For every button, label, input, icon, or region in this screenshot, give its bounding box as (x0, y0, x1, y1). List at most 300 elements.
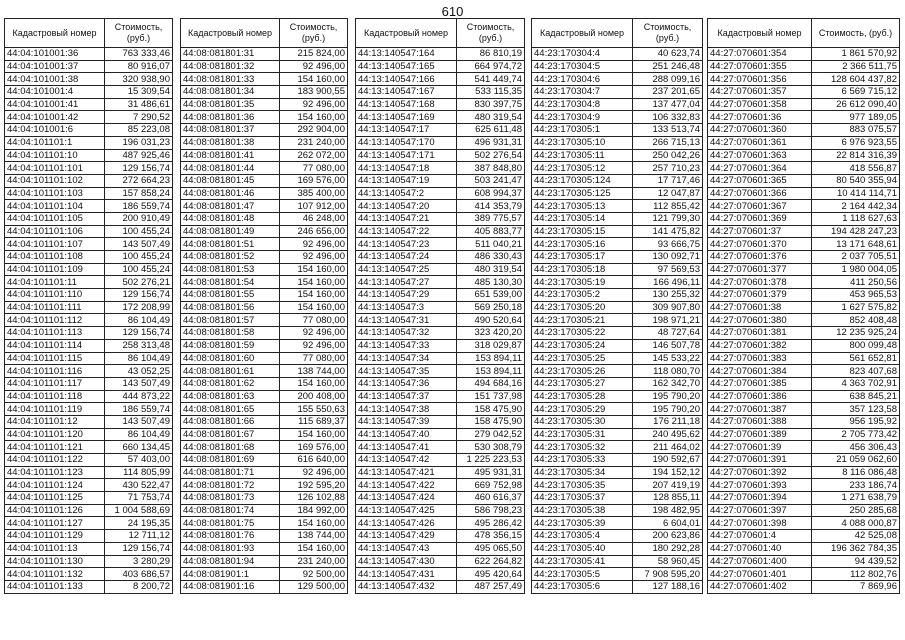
table-row (5, 162, 173, 175)
cadastral-number-cell: 44:13:140547:32 (356, 327, 457, 340)
table-row (532, 289, 703, 302)
cadastral-number-cell: 44:27:070601:376 (708, 251, 812, 264)
cadastral-number-cell: 44:04:101101:119 (5, 403, 105, 416)
cadastral-number-cell: 44:27:070601:358 (708, 98, 812, 111)
cadastral-number-cell: 44:13:140547:23 (356, 238, 457, 251)
table-row (5, 263, 173, 276)
table-row (708, 60, 900, 73)
cadastral-number-cell: 44:04:101101:12 (5, 415, 105, 428)
table-row (708, 403, 900, 416)
cadastral-number-cell: 44:04:101101:110 (5, 289, 105, 302)
table-row (181, 403, 348, 416)
cadastral-number-cell: 44:04:101001:37 (5, 60, 105, 73)
cost-cell: 198 482,95 (633, 504, 703, 517)
cadastral-number-cell: 44:08:081801:60 (181, 352, 280, 365)
table-row (708, 276, 900, 289)
header-row (181, 19, 348, 48)
cost-cell: 485 130,30 (457, 276, 525, 289)
cost-cell: 143 507,49 (105, 415, 173, 428)
cadastral-number-cell: 44:23:170305:37 (532, 492, 633, 505)
table-row (356, 339, 525, 352)
table-row (5, 124, 173, 137)
cadastral-number-cell: 44:23:170304:8 (532, 98, 633, 111)
table-row (708, 238, 900, 251)
cost-cell: 93 666,75 (633, 238, 703, 251)
cost-cell: 1 271 638,79 (812, 492, 900, 505)
cost-cell: 430 522,47 (105, 479, 173, 492)
table-row (5, 428, 173, 441)
cadastral-number-cell: 44:27:070601:386 (708, 390, 812, 403)
table-row (356, 162, 525, 175)
table-row (5, 441, 173, 454)
table-row (181, 251, 348, 264)
cost-cell: 48 727,64 (633, 327, 703, 340)
cadastral-number-cell: 44:04:101101:101 (5, 162, 105, 175)
cost-cell: 502 276,21 (105, 276, 173, 289)
cost-cell: 651 539,00 (457, 289, 525, 302)
cost-cell: 86 104,49 (105, 352, 173, 365)
table-row (532, 238, 703, 251)
table-row (356, 377, 525, 390)
cost-cell: 129 500,00 (280, 580, 348, 593)
cadastral-number-cell: 44:27:070601:387 (708, 403, 812, 416)
cost-cell: 569 250,18 (457, 301, 525, 314)
cadastral-number-cell: 44:08:081801:72 (181, 479, 280, 492)
table-row (5, 98, 173, 111)
cadastral-number-cell: 44:08:081801:41 (181, 149, 280, 162)
cost-cell: 118 080,70 (633, 365, 703, 378)
cadastral-number-cell: 44:08:081801:32 (181, 60, 280, 73)
table-row (356, 136, 525, 149)
cadastral-number-cell: 44:04:101101:130 (5, 555, 105, 568)
cost-cell: 486 330,43 (457, 251, 525, 264)
cadastral-number-cell: 44:13:140547:429 (356, 530, 457, 543)
cost-cell: 80 540 355,94 (812, 174, 900, 187)
cadastral-number-cell: 44:23:170305:16 (532, 238, 633, 251)
cost-cell: 6 604,01 (633, 517, 703, 530)
table-row (532, 454, 703, 467)
column-header-cadastral-number: Кадастровый номер (181, 19, 280, 48)
cadastral-number-cell: 44:23:170305:6 (532, 580, 633, 593)
cost-cell: 1 861 570,92 (812, 48, 900, 61)
table-row (181, 263, 348, 276)
table-row (532, 162, 703, 175)
table-row (5, 111, 173, 124)
cost-cell: 389 775,57 (457, 212, 525, 225)
cost-cell: 169 576,00 (280, 174, 348, 187)
cost-cell: 250 285,68 (812, 504, 900, 517)
cadastral-number-cell: 44:23:170305:14 (532, 212, 633, 225)
cost-cell: 138 744,00 (280, 530, 348, 543)
cost-cell: 215 824,00 (280, 48, 348, 61)
cadastral-number-cell: 44:13:140547:422 (356, 479, 457, 492)
cost-cell: 100 455,24 (105, 251, 173, 264)
table-row (5, 301, 173, 314)
cost-cell: 1 225 223,53 (457, 454, 525, 467)
cadastral-number-cell: 44:04:101101:11 (5, 276, 105, 289)
table-row (532, 200, 703, 213)
table-row (181, 200, 348, 213)
cost-cell: 272 664,23 (105, 174, 173, 187)
table-row (356, 187, 525, 200)
cost-cell: 638 845,21 (812, 390, 900, 403)
cost-cell: 71 753,74 (105, 492, 173, 505)
cost-cell: 288 099,16 (633, 73, 703, 86)
table-row (181, 48, 348, 61)
cadastral-number-cell: 44:23:170305:20 (532, 301, 633, 314)
cost-cell: 4 363 702,91 (812, 377, 900, 390)
cadastral-number-cell: 44:08:081801:94 (181, 555, 280, 568)
table-row (532, 339, 703, 352)
cost-cell: 456 306,43 (812, 441, 900, 454)
table-row (181, 314, 348, 327)
column-header-cost: Стоимость, (руб.) (633, 19, 703, 48)
cost-cell: 129 156,74 (105, 327, 173, 340)
table-row (5, 365, 173, 378)
cost-cell: 153 894,11 (457, 352, 525, 365)
cost-cell: 1 004 588,69 (105, 504, 173, 517)
cost-cell: 115 689,37 (280, 415, 348, 428)
cost-cell: 4 088 000,87 (812, 517, 900, 530)
cadastral-number-cell: 44:27:070601:369 (708, 212, 812, 225)
cost-cell: 24 195,35 (105, 517, 173, 530)
cadastral-number-cell: 44:08:081801:57 (181, 314, 280, 327)
cadastral-number-cell: 44:13:140547:40 (356, 428, 457, 441)
table-row (356, 428, 525, 441)
cadastral-number-cell: 44:23:170305:31 (532, 428, 633, 441)
cadastral-number-cell: 44:27:070601:394 (708, 492, 812, 505)
cadastral-number-cell: 44:08:081801:36 (181, 111, 280, 124)
header-row (532, 19, 703, 48)
cadastral-number-cell: 44:27:070601:383 (708, 352, 812, 365)
table-row (356, 314, 525, 327)
cost-cell: 258 313,48 (105, 339, 173, 352)
table-row (532, 73, 703, 86)
cost-cell: 418 556,87 (812, 162, 900, 175)
cost-cell: 94 439,52 (812, 555, 900, 568)
table-row (532, 251, 703, 264)
table-row (181, 60, 348, 73)
cadastral-table (180, 18, 348, 594)
table-row (5, 454, 173, 467)
cadastral-table-2 (180, 18, 348, 594)
cost-cell: 154 160,00 (280, 111, 348, 124)
table-row (708, 314, 900, 327)
table-row (356, 580, 525, 593)
cost-cell: 480 319,54 (457, 111, 525, 124)
table-row (5, 352, 173, 365)
cadastral-number-cell: 44:27:070601:38 (708, 301, 812, 314)
table-row (5, 403, 173, 416)
cadastral-number-cell: 44:23:170305:25 (532, 352, 633, 365)
cost-cell: 8 116 086,48 (812, 466, 900, 479)
cadastral-number-cell: 44:08:081801:44 (181, 162, 280, 175)
cost-cell: 490 520,64 (457, 314, 525, 327)
cadastral-table-3 (355, 18, 525, 594)
table-row (356, 86, 525, 99)
cost-cell: 478 356,15 (457, 530, 525, 543)
cadastral-number-cell: 44:08:081801:75 (181, 517, 280, 530)
table-row (532, 428, 703, 441)
cost-cell: 231 240,00 (280, 136, 348, 149)
cadastral-number-cell: 44:23:170305:10 (532, 136, 633, 149)
table-row (708, 111, 900, 124)
cadastral-number-cell: 44:04:101101:120 (5, 428, 105, 441)
cost-cell: 12 047,87 (633, 187, 703, 200)
table-row (181, 492, 348, 505)
cost-cell: 86 104,49 (105, 428, 173, 441)
table-row (532, 124, 703, 137)
page-number: 610 (441, 4, 464, 19)
table-row (356, 263, 525, 276)
table-row (708, 212, 900, 225)
table-row (708, 73, 900, 86)
cost-cell: 830 397,75 (457, 98, 525, 111)
table-row (708, 365, 900, 378)
table-row (708, 251, 900, 264)
table-row (356, 251, 525, 264)
cost-cell: 92 496,00 (280, 98, 348, 111)
cost-cell: 6 569 715,12 (812, 86, 900, 99)
cost-cell: 279 042,52 (457, 428, 525, 441)
cadastral-number-cell: 44:27:070601:4 (708, 530, 812, 543)
cost-cell: 196 031,23 (105, 136, 173, 149)
table-row (5, 48, 173, 61)
cost-cell: 10 414 114,71 (812, 187, 900, 200)
table-row (708, 48, 900, 61)
table-row (532, 136, 703, 149)
table-row (356, 276, 525, 289)
table-row (356, 289, 525, 302)
cost-cell: 192 595,20 (280, 479, 348, 492)
table-row (5, 60, 173, 73)
table-row (5, 504, 173, 517)
cost-cell: 176 211,18 (633, 415, 703, 428)
header-row (708, 19, 900, 48)
cost-cell: 231 240,00 (280, 555, 348, 568)
table-row (532, 212, 703, 225)
table-row (708, 441, 900, 454)
cadastral-number-cell: 44:23:170305:124 (532, 174, 633, 187)
table-row (356, 352, 525, 365)
cost-cell: 480 319,54 (457, 263, 525, 276)
table-row (708, 454, 900, 467)
cost-cell: 8 200,72 (105, 580, 173, 593)
cost-cell: 154 160,00 (280, 428, 348, 441)
cost-cell: 883 075,57 (812, 124, 900, 137)
cadastral-number-cell: 44:04:101101:132 (5, 568, 105, 581)
cadastral-number-cell: 44:04:101101:102 (5, 174, 105, 187)
cadastral-number-cell: 44:04:101101:103 (5, 187, 105, 200)
cost-cell: 190 592,67 (633, 454, 703, 467)
cost-cell: 198 971,21 (633, 314, 703, 327)
table-row (181, 504, 348, 517)
cadastral-number-cell: 44:23:170305:30 (532, 415, 633, 428)
table-row (181, 339, 348, 352)
cost-cell: 77 080,00 (280, 352, 348, 365)
cost-cell: 977 189,05 (812, 111, 900, 124)
cadastral-number-cell: 44:27:070601:360 (708, 124, 812, 137)
cadastral-table-1 (4, 18, 173, 594)
cadastral-number-cell: 44:27:070601:356 (708, 73, 812, 86)
table-row (356, 403, 525, 416)
table-row (708, 428, 900, 441)
table-row (5, 580, 173, 593)
cadastral-number-cell: 44:04:101101:118 (5, 390, 105, 403)
cadastral-number-cell: 44:08:081801:65 (181, 403, 280, 416)
cadastral-number-cell: 44:08:081801:93 (181, 542, 280, 555)
table-row (5, 517, 173, 530)
table-row (532, 314, 703, 327)
cadastral-number-cell: 44:23:170305:40 (532, 542, 633, 555)
table-row (181, 111, 348, 124)
table-row (532, 86, 703, 99)
cost-cell: 309 907,80 (633, 301, 703, 314)
table-row (356, 555, 525, 568)
table-row (181, 377, 348, 390)
cost-cell: 128 855,11 (633, 492, 703, 505)
table-row (708, 98, 900, 111)
cost-cell: 86 810,19 (457, 48, 525, 61)
cadastral-number-cell: 44:08:081801:61 (181, 365, 280, 378)
table-row (532, 568, 703, 581)
cost-cell: 495 065,50 (457, 542, 525, 555)
cost-cell: 169 576,00 (280, 441, 348, 454)
cadastral-number-cell: 44:13:140547:432 (356, 580, 457, 593)
cadastral-number-cell: 44:23:170305:29 (532, 403, 633, 416)
table-row (5, 251, 173, 264)
cadastral-number-cell: 44:04:101101:107 (5, 238, 105, 251)
cadastral-number-cell: 44:13:140547:167 (356, 86, 457, 99)
cost-cell: 561 652,81 (812, 352, 900, 365)
cost-cell: 106 332,83 (633, 111, 703, 124)
cost-cell: 240 495,62 (633, 428, 703, 441)
cost-cell: 166 496,11 (633, 276, 703, 289)
cost-cell: 453 965,53 (812, 289, 900, 302)
cadastral-number-cell: 44:23:170305:35 (532, 479, 633, 492)
cadastral-number-cell: 44:13:140547:166 (356, 73, 457, 86)
cadastral-number-cell: 44:08:081801:38 (181, 136, 280, 149)
table-row (356, 149, 525, 162)
cadastral-number-cell: 44:13:140547:35 (356, 365, 457, 378)
table-row (181, 98, 348, 111)
table-row (356, 454, 525, 467)
cadastral-number-cell: 44:13:140547:424 (356, 492, 457, 505)
cadastral-number-cell: 44:04:101101:106 (5, 225, 105, 238)
table-row (5, 390, 173, 403)
cost-cell: 184 992,00 (280, 504, 348, 517)
cadastral-number-cell: 44:08:081801:63 (181, 390, 280, 403)
table-row (532, 352, 703, 365)
cost-cell: 622 264,82 (457, 555, 525, 568)
cadastral-number-cell: 44:04:101101:10 (5, 149, 105, 162)
cadastral-number-cell: 44:08:081801:62 (181, 377, 280, 390)
table-row (708, 149, 900, 162)
cost-cell: 126 102,88 (280, 492, 348, 505)
cost-cell: 956 195,92 (812, 415, 900, 428)
cadastral-number-cell: 44:13:140547:31 (356, 314, 457, 327)
cadastral-number-cell: 44:23:170305:125 (532, 187, 633, 200)
cost-cell: 1 627 575,82 (812, 301, 900, 314)
cost-cell: 100 455,24 (105, 225, 173, 238)
table-row (532, 365, 703, 378)
cost-cell: 138 744,00 (280, 365, 348, 378)
cadastral-number-cell: 44:13:140547:36 (356, 377, 457, 390)
cadastral-number-cell: 44:08:081801:46 (181, 187, 280, 200)
cadastral-number-cell: 44:13:140547:430 (356, 555, 457, 568)
cost-cell: 7 908 595,20 (633, 568, 703, 581)
table-row (356, 504, 525, 517)
cost-cell: 494 684,16 (457, 377, 525, 390)
cost-cell: 146 507,78 (633, 339, 703, 352)
table-row (532, 415, 703, 428)
table-row (708, 352, 900, 365)
cadastral-number-cell: 44:23:170304:9 (532, 111, 633, 124)
cost-cell: 495 286,42 (457, 517, 525, 530)
cost-cell: 200 623,86 (633, 530, 703, 543)
cadastral-number-cell: 44:04:101101:121 (5, 441, 105, 454)
cadastral-number-cell: 44:13:140547:34 (356, 352, 457, 365)
column-header-cadastral-number: Кадастровый номер (356, 19, 457, 48)
cost-cell: 154 160,00 (280, 276, 348, 289)
cost-cell: 7 869,96 (812, 580, 900, 593)
cost-cell: 158 475,90 (457, 403, 525, 416)
cadastral-number-cell: 44:23:170305:26 (532, 365, 633, 378)
cadastral-number-cell: 44:27:070601:385 (708, 377, 812, 390)
cost-cell: 194 152,12 (633, 466, 703, 479)
cadastral-number-cell: 44:13:140547:25 (356, 263, 457, 276)
table-row (532, 479, 703, 492)
cost-cell: 86 104,49 (105, 314, 173, 327)
table-row (5, 149, 173, 162)
table-row (356, 98, 525, 111)
cadastral-table (531, 18, 703, 594)
table-row (356, 466, 525, 479)
table-row (181, 162, 348, 175)
cadastral-number-cell: 44:08:081801:31 (181, 48, 280, 61)
table-row (356, 517, 525, 530)
cadastral-number-cell: 44:27:070601:36 (708, 111, 812, 124)
table-row (356, 492, 525, 505)
cadastral-number-cell: 44:13:140547:170 (356, 136, 457, 149)
cadastral-number-cell: 44:23:170304:5 (532, 60, 633, 73)
table-row (5, 225, 173, 238)
cost-cell: 503 241,47 (457, 174, 525, 187)
table-row (5, 530, 173, 543)
cost-cell: 511 040,21 (457, 238, 525, 251)
table-row (356, 238, 525, 251)
cost-cell: 80 916,07 (105, 60, 173, 73)
cost-cell: 200 910,49 (105, 212, 173, 225)
table-row (708, 568, 900, 581)
table-row (181, 542, 348, 555)
table-row (181, 352, 348, 365)
cost-cell: 133 513,74 (633, 124, 703, 137)
table-row (708, 555, 900, 568)
cost-cell: 195 790,20 (633, 403, 703, 416)
cadastral-number-cell: 44:23:170305:41 (532, 555, 633, 568)
table-row (532, 187, 703, 200)
table-row (181, 86, 348, 99)
cadastral-number-cell: 44:23:170305:17 (532, 251, 633, 264)
cost-cell: 42 525,08 (812, 530, 900, 543)
table-row (532, 225, 703, 238)
cadastral-number-cell: 44:13:140547:39 (356, 415, 457, 428)
table-row (708, 162, 900, 175)
cost-cell: 158 475,90 (457, 415, 525, 428)
cadastral-number-cell: 44:04:101101:117 (5, 377, 105, 390)
table-row (181, 238, 348, 251)
